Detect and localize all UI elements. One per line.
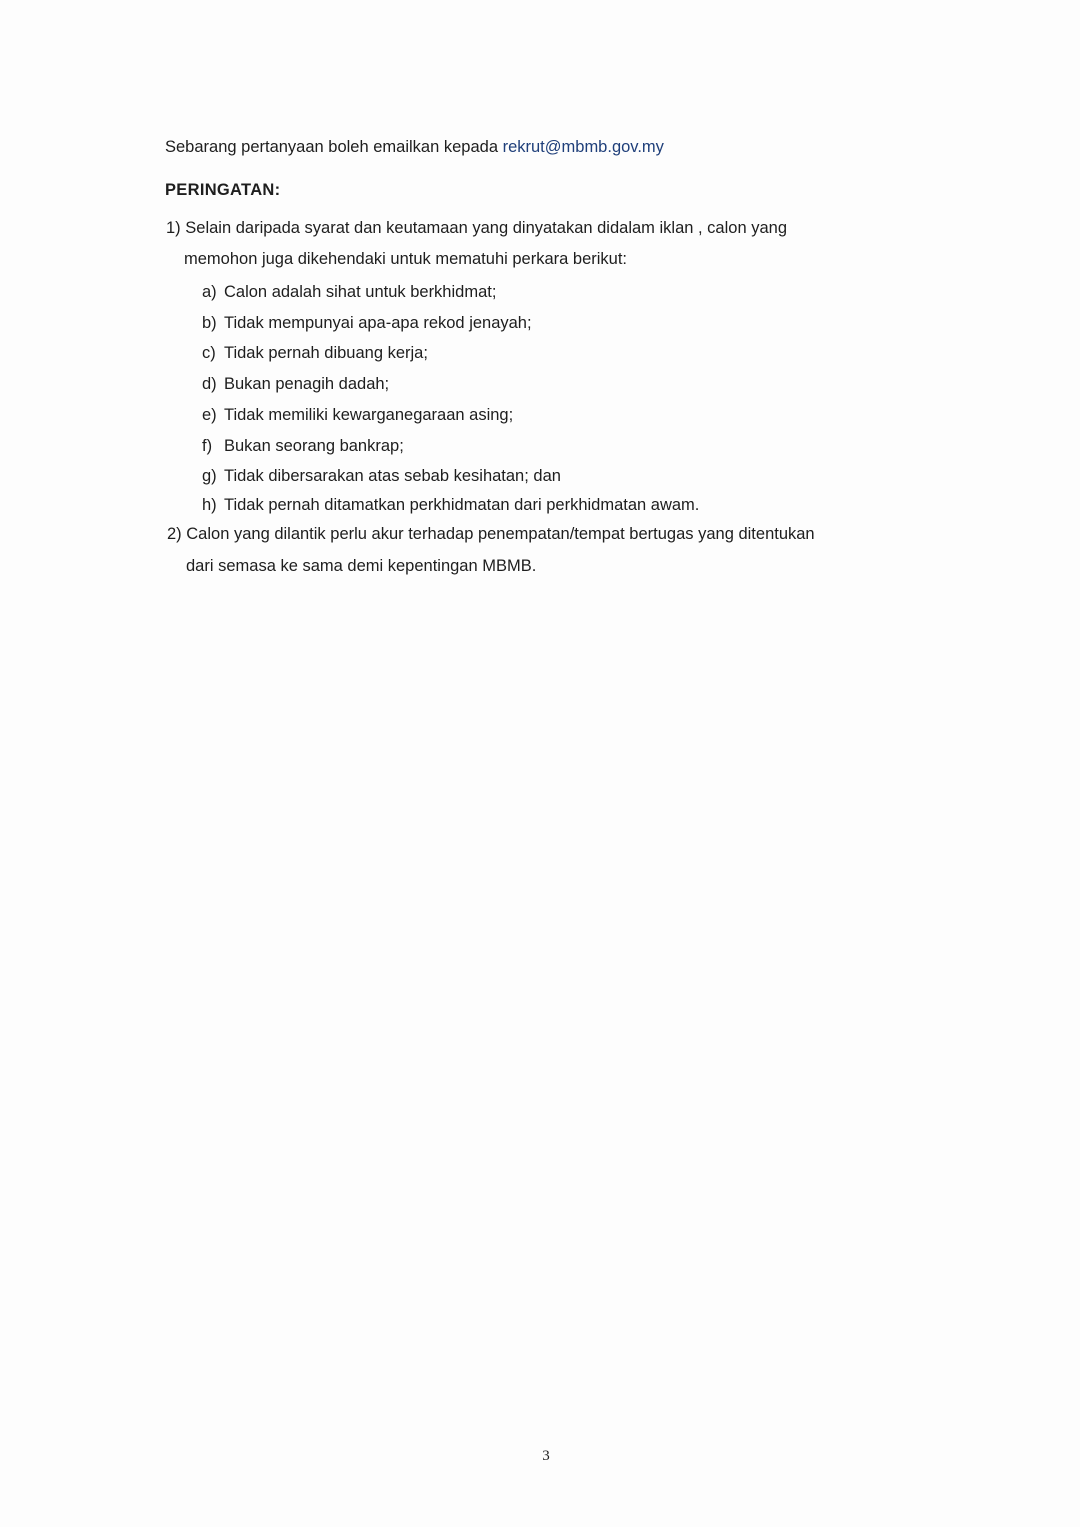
- warning-item-1-number: 1): [166, 219, 181, 237]
- warning-item-1-text-line-1: Selain daripada syarat dan keutamaan yang dinyatakan didalam iklan , calon yang: [185, 219, 787, 237]
- page-number: 3: [542, 1448, 550, 1464]
- warning-item-1-line-1: [166, 218, 787, 238]
- sub-item-marker: h): [202, 496, 217, 514]
- sub-item-marker: a): [202, 283, 217, 301]
- sub-item-text: Bukan penagih dadah;: [224, 375, 390, 393]
- contact-line: [165, 137, 664, 157]
- warning-item-2-line-1: [167, 524, 815, 544]
- warning-item-2-line-2: dari semasa ke sama demi kepentingan MBMB.: [186, 557, 537, 575]
- sub-item-text: Tidak pernah dibuang kerja;: [224, 344, 428, 362]
- sub-item-text: Tidak mempunyai apa-apa rekod jenayah;: [224, 314, 532, 332]
- sub-item-text: Tidak dibersarakan atas sebab kesihatan; dan: [224, 467, 561, 485]
- sub-item-e: [202, 405, 513, 425]
- sub-item-marker: b): [202, 314, 217, 332]
- sub-item-a: [202, 282, 496, 302]
- contact-prefix: Sebarang pertanyaan boleh emailkan kepada: [165, 138, 503, 156]
- sub-item-b: [202, 313, 532, 333]
- warning-item-2-number: 2): [167, 525, 182, 543]
- sub-item-text: Tidak memiliki kewarganegaraan asing;: [224, 406, 514, 424]
- sub-item-c: [202, 343, 428, 363]
- warning-item-1-line-2: memohon juga dikehendaki untuk mematuhi perkara berikut:: [184, 250, 628, 268]
- sub-item-text: Calon adalah sihat untuk berkhidmat;: [224, 283, 497, 301]
- sub-item-marker: g): [202, 467, 217, 485]
- sub-item-d: [202, 374, 389, 394]
- sub-item-g: [202, 466, 561, 486]
- warning-heading: PERINGATAN:: [165, 181, 281, 199]
- sub-item-marker: c): [202, 344, 216, 362]
- sub-item-h: [202, 495, 699, 515]
- sub-item-f: [202, 436, 404, 456]
- contact-email-link[interactable]: rekrut@mbmb.gov.my: [502, 138, 664, 156]
- sub-item-text: Bukan seorang bankrap;: [224, 437, 404, 455]
- sub-item-text: Tidak pernah ditamatkan perkhidmatan dari perkhidmatan awam.: [224, 496, 700, 514]
- sub-item-marker: d): [202, 375, 217, 393]
- sub-item-marker: e): [202, 406, 217, 424]
- sub-item-marker: f): [202, 437, 213, 455]
- warning-item-2-text-line-1: Calon yang dilantik perlu akur terhadap penempatan/tempat bertugas yang ditentukan: [186, 525, 815, 543]
